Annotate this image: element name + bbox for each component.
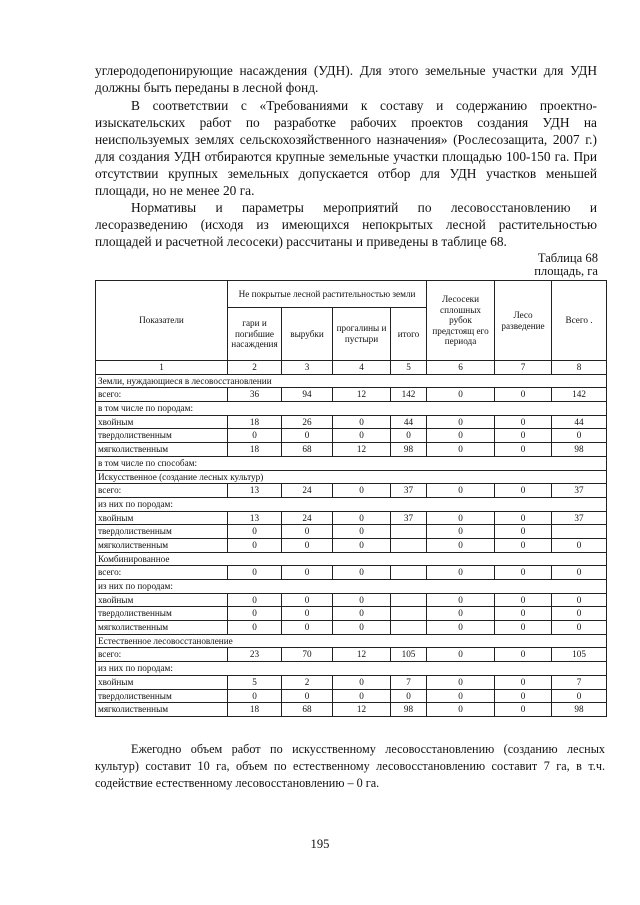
page-number: 195 [310,837,330,851]
table-cell: 0 [427,538,495,552]
table-cell: 0 [552,429,607,443]
header-indicators: Показатели [96,281,228,361]
table-cell: 0 [495,648,552,662]
row-label: всего: [96,566,228,580]
table-cell: 0 [427,607,495,621]
table-cell: 70 [282,648,333,662]
table-cell: 142 [552,388,607,402]
col-number: 8 [552,361,607,375]
row-label: мягколиственным [96,443,228,457]
column-number-row [96,361,607,375]
table-cell: 0 [427,525,495,539]
table-cell: 0 [495,525,552,539]
table-cell: 0 [427,443,495,457]
table-cell: 12 [333,388,391,402]
table-row [96,566,607,580]
row-label: твердолиственным [96,607,228,621]
table-cell: 0 [228,566,282,580]
table-cell: 0 [427,511,495,525]
table-cell: 0 [495,675,552,689]
table-cell: 0 [495,689,552,703]
section-row [96,456,607,470]
table-cell: 0 [228,607,282,621]
table-cell: 142 [391,388,427,402]
table-cell [552,525,607,539]
row-label: мягколиственным [96,621,228,635]
table-row [96,525,607,539]
header-clearcut: Лесосеки сплошных рубок предстоящ его периода [427,281,495,361]
table-cell: 0 [333,621,391,635]
table-cell: 0 [427,484,495,498]
header-subtotal: итого [391,308,427,361]
table-cell: 0 [282,607,333,621]
table-cell: 36 [228,388,282,402]
table-cell: 0 [333,675,391,689]
table-cell: 24 [282,511,333,525]
table-cell: 5 [228,675,282,689]
table-cell: 0 [228,525,282,539]
table-cell: 13 [228,484,282,498]
row-label: мягколиственным [96,703,228,717]
table-cell [391,607,427,621]
table-row [96,648,607,662]
table-cell: 0 [282,689,333,703]
header-total: Всего . [552,281,607,361]
table-row [96,511,607,525]
paragraph-intro: углерододепонирующие насаждения (УДН). Для этого земельные участки для УДН должны быть переданы в лесной фонд. [95,63,597,95]
table-cell: 0 [282,429,333,443]
col-number: 1 [96,361,228,375]
header-afforestation: Лесо разведение [495,281,552,361]
section-label: в том числе по породам: [96,402,607,416]
row-label: всего: [96,648,228,662]
table-cell: 0 [228,429,282,443]
table-cell: 0 [333,607,391,621]
section-label: из них по породам: [96,497,607,511]
table-cell: 18 [228,703,282,717]
table-cell: 0 [282,538,333,552]
table-cell: 0 [495,388,552,402]
table-cell: 0 [427,429,495,443]
table-cell: 0 [333,415,391,429]
table-cell: 12 [333,648,391,662]
table-cell: 0 [333,511,391,525]
table-cell: 37 [391,511,427,525]
table-cell: 98 [391,703,427,717]
table-row [96,429,607,443]
table-cell: 37 [391,484,427,498]
row-label: хвойным [96,415,228,429]
table-cell: 44 [552,415,607,429]
table-cell: 23 [228,648,282,662]
table-cell: 94 [282,388,333,402]
section-row [96,634,607,648]
table-row [96,621,607,635]
table-cell: 0 [495,566,552,580]
row-label: хвойным [96,675,228,689]
table-cell: 37 [552,511,607,525]
table-cell: 0 [333,593,391,607]
table-cell: 68 [282,703,333,717]
table-cell: 0 [552,607,607,621]
table-row [96,484,607,498]
table-cell [391,538,427,552]
section-label: Комбинированное [96,552,607,566]
table-row [96,593,607,607]
section-row [96,580,607,594]
table-row [96,443,607,457]
table-cell: 0 [333,525,391,539]
table-row [96,607,607,621]
header-glades: прогалины и пустыри [333,308,391,361]
table-cell: 0 [282,593,333,607]
table-cell: 0 [495,415,552,429]
table-cell: 0 [495,429,552,443]
table-cell: 0 [495,607,552,621]
table-cell: 0 [495,443,552,457]
table-cell [391,566,427,580]
table-caption-title: Таблица 68 [537,251,598,265]
section-row [96,662,607,676]
table-cell: 7 [552,675,607,689]
table-cell: 0 [552,621,607,635]
table-row [96,703,607,717]
table-cell: 0 [228,538,282,552]
row-label: твердолиственным [96,689,228,703]
table-cell [391,525,427,539]
col-number: 2 [228,361,282,375]
table-cell: 2 [282,675,333,689]
table-cell: 0 [552,593,607,607]
header-cuttings: вырубки [282,308,333,361]
table-cell: 0 [495,621,552,635]
paragraph-annual-volume: Ежегодно объем работ по искусственному лесовосстановлению (созданию лесных культур) составит 10 га, объем по естественному лесовосстановлению составит 7 га, в т.ч. содействие естественному лесовосстановлению – 0 га. [95,742,605,790]
table-cell: 0 [552,689,607,703]
table-cell: 44 [391,415,427,429]
table-cell: 0 [333,538,391,552]
col-number: 5 [391,361,427,375]
table-cell: 0 [495,538,552,552]
table-cell: 0 [495,703,552,717]
table-cell: 0 [282,525,333,539]
table-row [96,388,607,402]
section-row [96,374,607,388]
section-row [96,402,607,416]
table-row [96,675,607,689]
table-cell: 0 [495,593,552,607]
table-cell: 0 [495,484,552,498]
section-row [96,470,607,484]
table-cell: 0 [391,429,427,443]
table-cell: 0 [391,689,427,703]
table-caption-unit: площадь, га [534,264,598,278]
table-cell: 105 [391,648,427,662]
col-number: 4 [333,361,391,375]
table-cell: 37 [552,484,607,498]
section-label: Естественное лесовосстановление [96,634,607,648]
table-cell: 0 [427,621,495,635]
table-cell: 0 [333,429,391,443]
table-cell: 0 [282,621,333,635]
section-label: Земли, нуждающиеся в лесовосстановлении [96,374,607,388]
section-label: из них по породам: [96,580,607,594]
table-cell: 68 [282,443,333,457]
header-uncovered-lands: Не покрытые лесной растительностью земли [228,281,427,308]
row-label: мягколиственным [96,538,228,552]
table-cell: 12 [333,703,391,717]
table-row [96,538,607,552]
col-number: 7 [495,361,552,375]
paragraph-requirements: В соответствии с «Требованиями к составу и содержанию проектно-изыскательских работ по разработке рабочих проектов создания УДН на неиспользуемых землях сельскохозяйственного назначения» (Рослесозащита, 2007 г.) для создания УДН отбираются крупные земельные участки площадью 100-150 га. При отсутствии крупных земельных допускается отбор для УДН участков меньшей площади, но не менее 20 га. [95,98,597,198]
table-cell: 0 [228,689,282,703]
row-label: хвойным [96,511,228,525]
row-label: всего: [96,388,228,402]
table-cell: 26 [282,415,333,429]
col-number: 3 [282,361,333,375]
row-label: твердолиственным [96,429,228,443]
table-cell: 0 [282,566,333,580]
section-label: из них по породам: [96,662,607,676]
table-cell: 98 [552,443,607,457]
table-cell: 24 [282,484,333,498]
section-row [96,497,607,511]
section-label: в том числе по способам: [96,456,607,470]
table-cell [391,621,427,635]
table-cell: 13 [228,511,282,525]
row-label: всего: [96,484,228,498]
table-cell: 0 [427,593,495,607]
table-cell: 0 [427,689,495,703]
row-label: твердолиственным [96,525,228,539]
col-number: 6 [427,361,495,375]
table-cell: 98 [391,443,427,457]
table-body [96,374,607,716]
table-cell: 0 [427,415,495,429]
table-row [96,689,607,703]
table-cell [391,593,427,607]
table-cell: 18 [228,415,282,429]
table-cell: 0 [228,593,282,607]
section-row [96,552,607,566]
row-label: хвойным [96,593,228,607]
section-label: Искусственное (создание лесных культур) [96,470,607,484]
table-cell: 0 [427,388,495,402]
table-cell: 98 [552,703,607,717]
table-cell: 0 [552,566,607,580]
table-cell: 0 [495,511,552,525]
reforestation-table [95,280,607,717]
table-cell: 18 [228,443,282,457]
table-cell: 0 [228,621,282,635]
table-cell: 12 [333,443,391,457]
table-cell: 0 [333,689,391,703]
table-cell: 0 [427,566,495,580]
paragraph-norms: Нормативы и параметры мероприятий по лесовосстановлению и лесоразведению (исходя из имеющихся непокрытых лесной растительностью площадей и расчетной лесосеки) рассчитаны и приведены в таблице 68. [95,200,597,249]
table-cell: 0 [427,648,495,662]
table-row [96,415,607,429]
table-cell: 0 [427,703,495,717]
table-cell: 0 [427,675,495,689]
table-cell: 0 [552,538,607,552]
table-cell: 0 [333,566,391,580]
header-burnt: гари и погибшие насаждения [228,308,282,361]
table-cell: 7 [391,675,427,689]
table-cell: 0 [333,484,391,498]
table-cell: 105 [552,648,607,662]
